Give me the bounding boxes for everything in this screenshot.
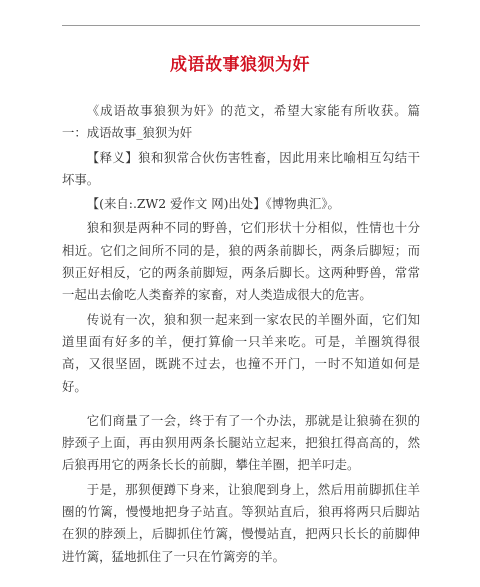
source-paragraph: 【(来自:.ZW2 爱作文 网)出处】《博物典汇》。 <box>86 196 340 212</box>
document-title: 成语故事狼狈为奸 <box>170 55 310 75</box>
story-paragraph: 它们商量了一会，终于有了一个办法，那就是让狼骑在狈的脖颈子上面，再由狈用两条长腿站立起来，把狼扛得高高的，然后狼再用它的两条长长的前脚，攀住羊圈，把羊叼走。 <box>62 412 420 473</box>
story-paragraph: 于是，那狈便蹲下身来，让狼爬到身上，然后用前脚抓住羊圈的竹篱，慢慢地把身子站直。等狈站直后，狼再将两只后脚站在狈的脖颈上，后脚抓住竹篱，慢慢站直，把两只长长的前脚伸进竹篱，猛地抓住了一只在竹篱旁的羊。 <box>62 481 420 564</box>
document-body <box>62 100 420 568</box>
intro-paragraph: 《成语故事狼狈为奸》的范文，希望大家能有所收获。篇一：成语故事_狼狈为奸 <box>62 103 420 141</box>
header-divider <box>62 25 420 26</box>
story-paragraph: 狼和狈是两种不同的野兽，它们形状十分相似，性情也十分相近。它们之间所不同的是，狼的两条前脚长，两条后脚短；而狈正好相反，它的两条前脚短，两条后脚长。这两种野兽，常常一起出去偷吃人类畜养的家畜，对人类造成很大的危害。 <box>62 220 420 303</box>
story-paragraph: 传说有一次，狼和狈一起来到一家农民的羊圈外面，它们知道里面有好多的羊，便打算偷一只羊来吃。可是，羊圈筑得很高，又很坚固，既跳不过去，也撞不开门，一时不知道如何是好。 <box>62 311 420 394</box>
definition-paragraph: 【释义】狼和狈常合伙伤害牲畜，因此用来比喻相互勾结干坏事。 <box>62 149 420 187</box>
